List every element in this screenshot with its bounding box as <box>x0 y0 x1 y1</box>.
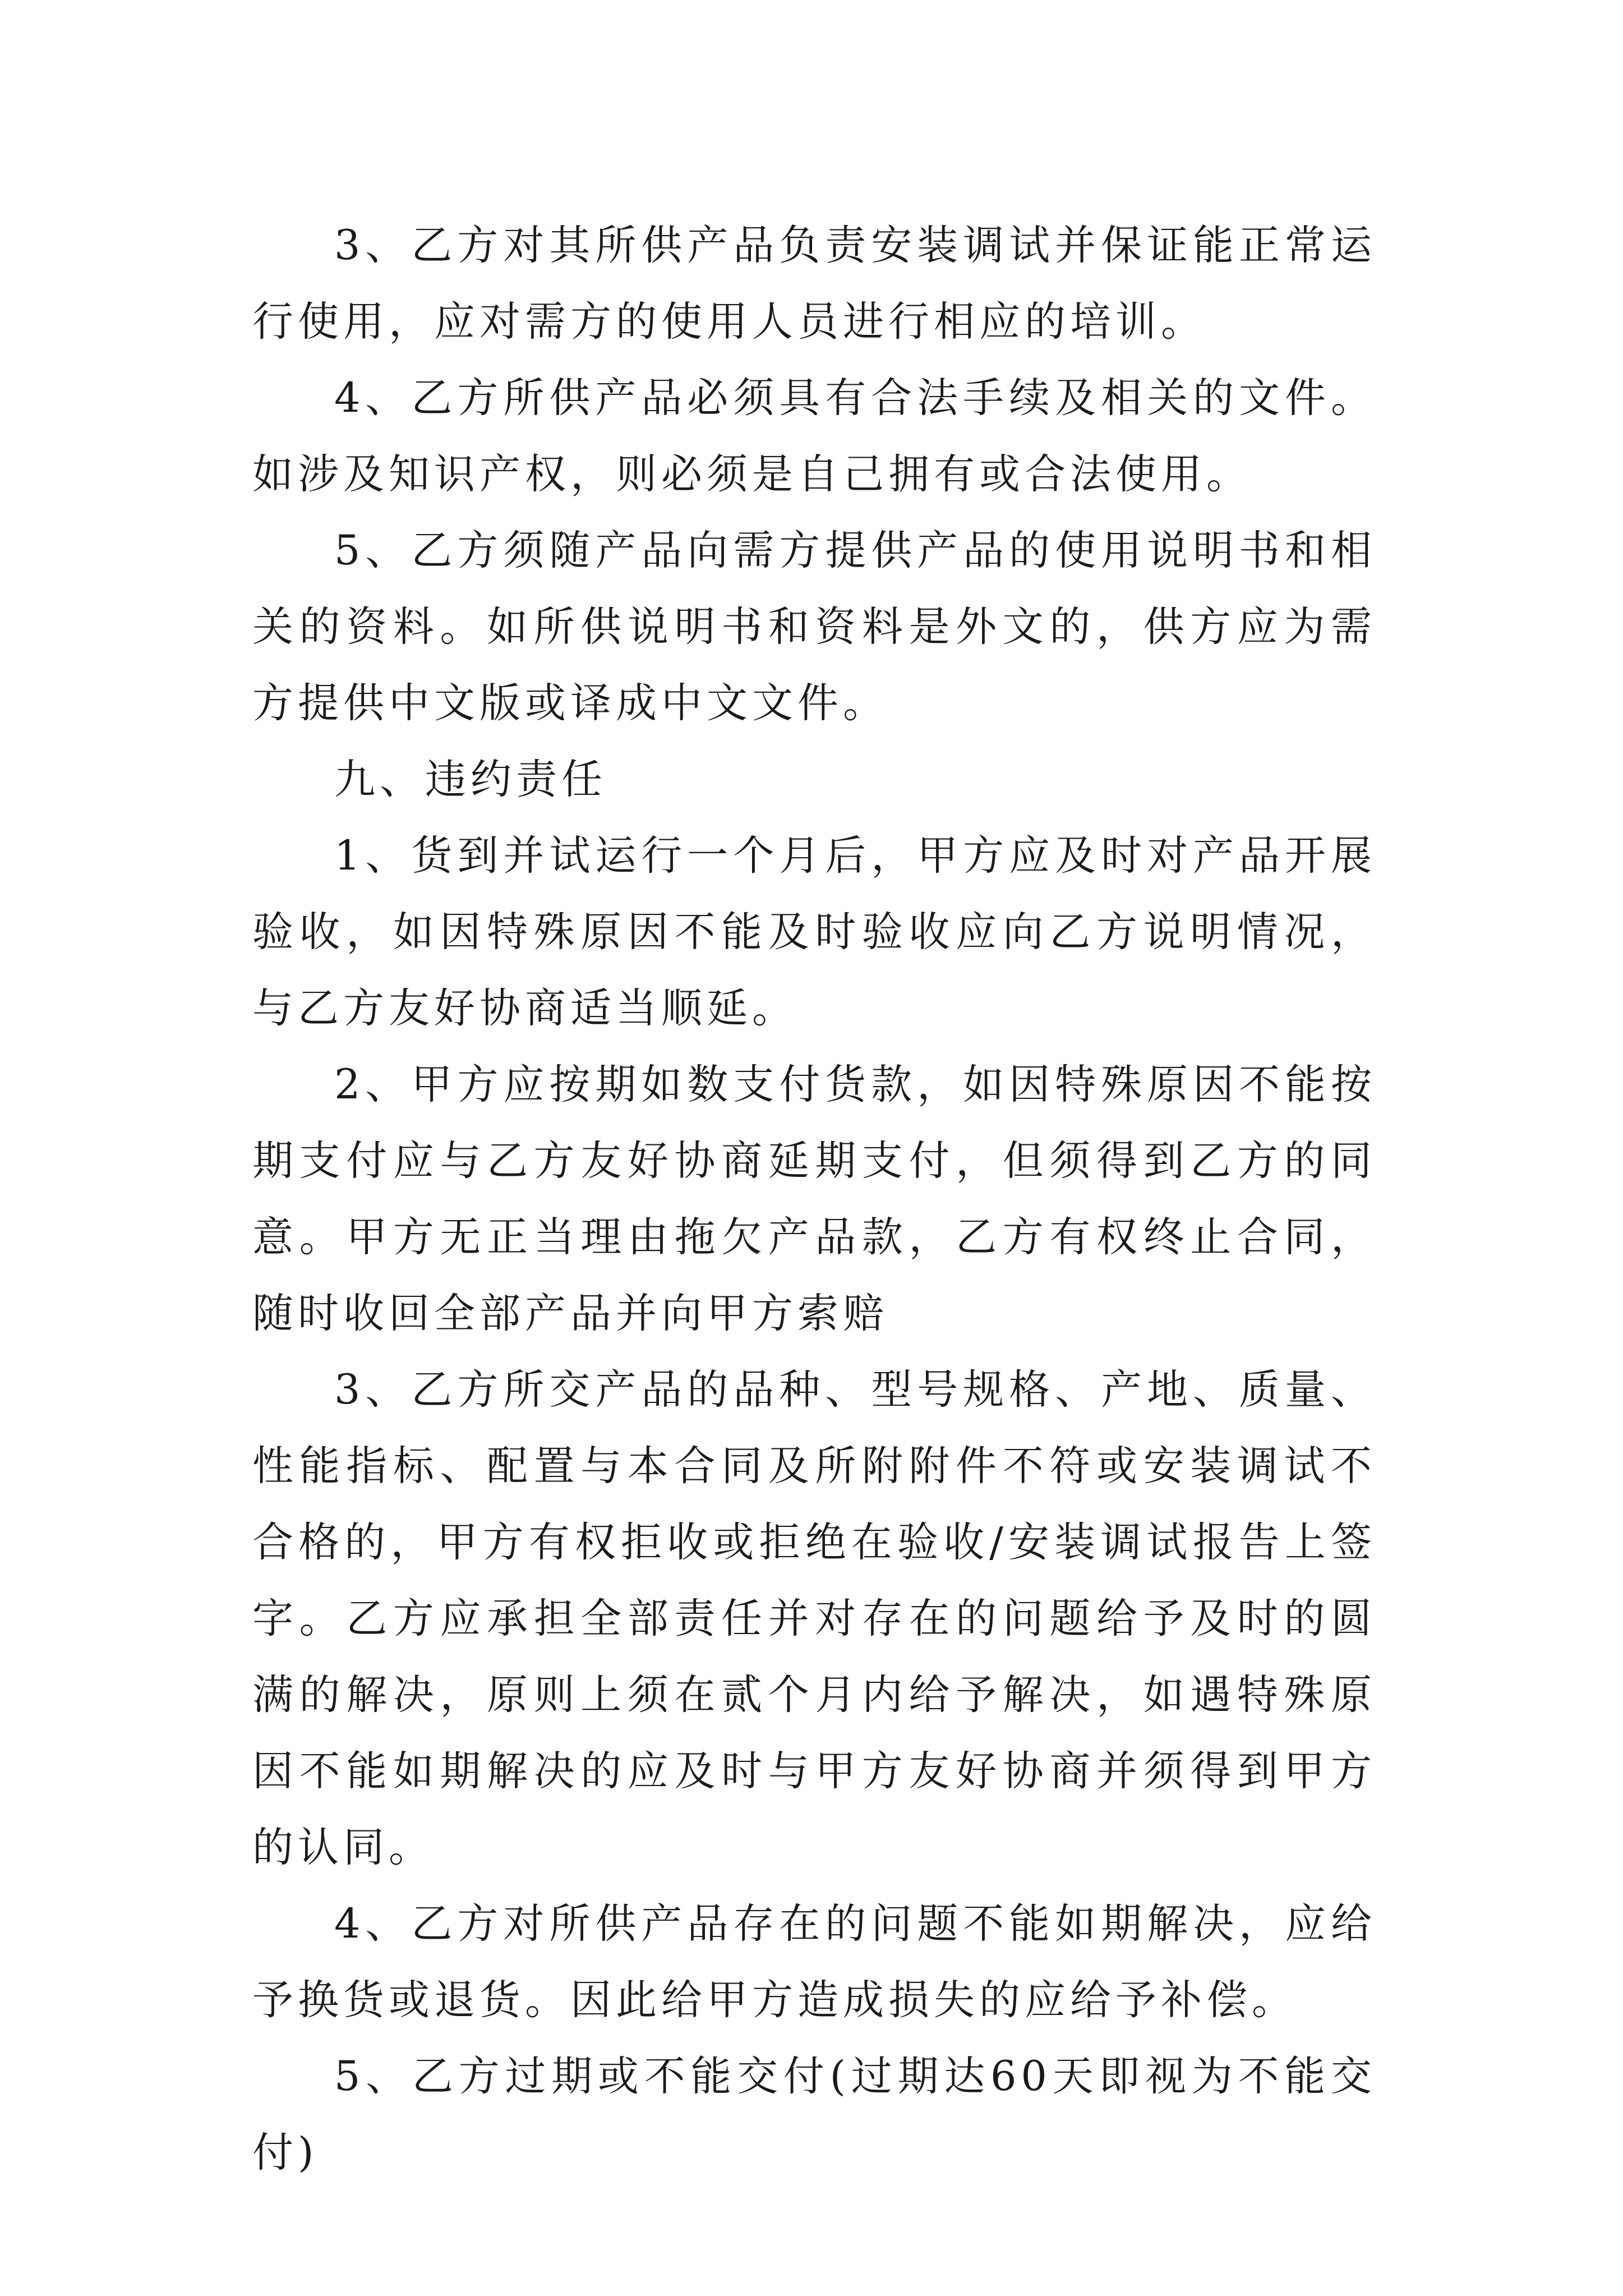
clause-9-4-paragraph: 4、乙方对所供产品存在的问题不能如期解决，应给予换货或退货。因此给甲方造成损失的应给予补偿。 <box>252 1900 1376 2024</box>
clause-8-3-paragraph: 3、乙方对其所供产品负责安装调试并保证能正常运行使用，应对需方的使用人员进行相应的培训。 <box>252 222 1376 346</box>
clause-8-5-paragraph: 5、乙方须随产品向需方提供产品的使用说明书和相关的资料。如所供说明书和资料是外文的，供方应为需方提供中文版或译成中文文件。 <box>252 527 1376 727</box>
clause-8-4-paragraph: 4、乙方所供产品必须具有合法手续及相关的文件。如涉及知识产权，则必须是自己拥有或合法使用。 <box>252 374 1376 498</box>
document-body <box>252 208 1376 2191</box>
clause-9-5-paragraph: 5、乙方过期或不能交付(过期达60天即视为不能交付) <box>252 2053 1376 2177</box>
clause-9-3-paragraph: 3、乙方所交产品的品种、型号规格、产地、质量、性能指标、配置与本合同及所附附件不符或安装调试不合格的，甲方有权拒收或拒绝在验收/安装调试报告上签字。乙方应承担全部责任并对存在的问题给予及时的圆满的解决，原则上须在贰个月内给予解决，如遇特殊原因不能如期解决的应及时与甲方友好协商并须得到甲方的认同。 <box>252 1366 1376 1871</box>
section-heading-breach-liability: 九、违约责任 <box>334 756 607 803</box>
clause-9-2-paragraph: 2、甲方应按期如数支付货款，如因特殊原因不能按期支付应与乙方友好协商延期支付，但须得到乙方的同意。甲方无正当理由拖欠产品款，乙方有权终止合同，随时收回全部产品并向甲方索赔 <box>252 1061 1376 1337</box>
clause-9-1-paragraph: 1、货到并试运行一个月后，甲方应及时对产品开展验收，如因特殊原因不能及时验收应向乙方说明情况，与乙方友好协商适当顺延。 <box>252 832 1376 1032</box>
